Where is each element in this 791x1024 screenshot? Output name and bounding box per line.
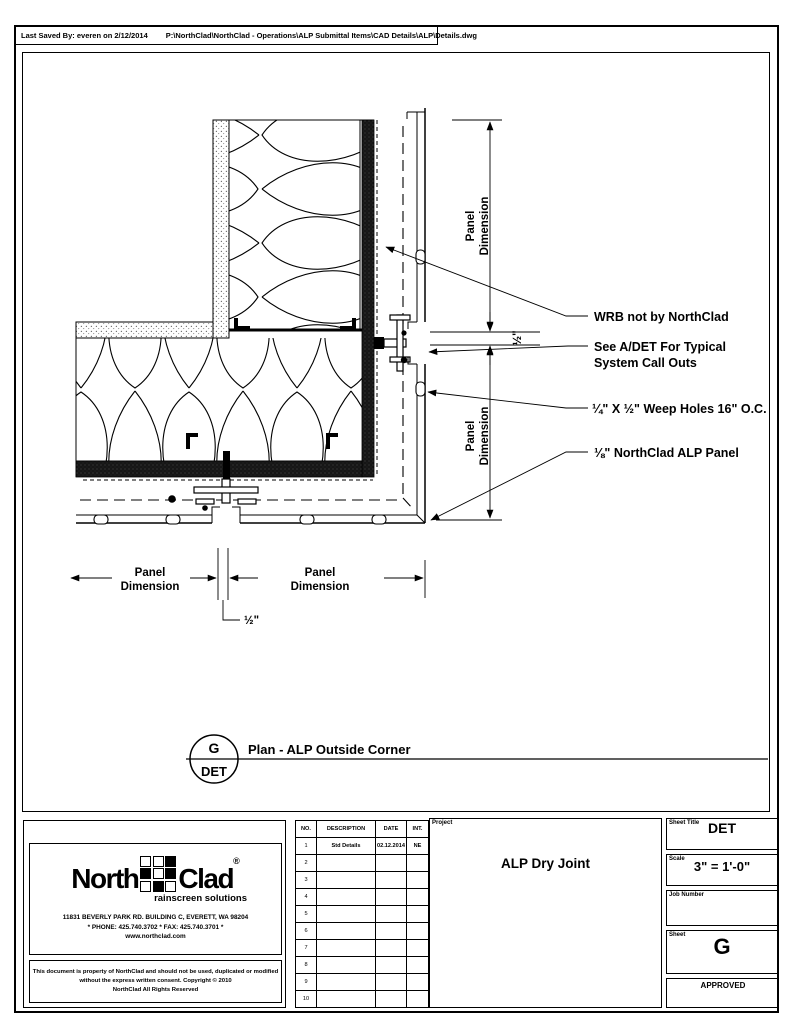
company-logo-box [29, 843, 282, 955]
file-path-text: P:\NorthClad\NorthClad - Operations\ALP Submittal Items\CAD Details\ALP\Details.dwg [165, 31, 477, 40]
logo-tagline: rainscreen solutions [154, 892, 247, 904]
logo-north-text: North [71, 863, 139, 895]
panel-dimension-label: Dimension [120, 581, 180, 593]
project-box [429, 818, 662, 1008]
revision-row: 2 [296, 855, 429, 872]
job-number-label: Job Number [669, 892, 705, 898]
northclad-logo [71, 855, 240, 895]
project-label: Project [432, 820, 453, 826]
detail-callout [186, 735, 768, 783]
panel-corner-chamfer [417, 515, 425, 523]
address-line2: * PHONE: 425.740.3702 * FAX: 425.740.3701 * [87, 923, 224, 931]
sheet-title-value: DET [708, 820, 736, 836]
scale-value: 3" = 1'-0" [693, 859, 751, 874]
sheet-box [666, 930, 778, 974]
copyright-box [29, 960, 282, 1003]
copyright-line3: NorthClad All Rights Reserved [112, 986, 199, 993]
approved-box [666, 978, 778, 1008]
panel-dimension-label: Panel [465, 210, 477, 242]
company-address [63, 913, 248, 943]
half-inch-label: ½" [512, 330, 524, 346]
detail-title: Plan - ALP Outside Corner [248, 742, 411, 757]
half-inch-label: ½" [244, 615, 260, 627]
col-date: DATE [376, 821, 407, 838]
horizontal-joint-extrusion [374, 315, 417, 371]
col-no: NO. [296, 821, 317, 838]
logo-clad-text: Clad [178, 863, 234, 895]
project-name: ALP Dry Joint [500, 856, 590, 871]
copyright-line2: without the express written consent. Copyright © 2010 [79, 978, 232, 985]
dimension-right-upper [430, 120, 540, 345]
registered-mark: ® [233, 855, 240, 866]
scale-box [666, 854, 778, 886]
panel-dimension-label: Dimension [290, 581, 350, 593]
dimension-bottom [71, 548, 425, 627]
revision-row: 9 [296, 974, 429, 991]
dimension-right-half-inch [490, 312, 524, 365]
address-line1: 11831 BEVERLY PARK RD. BUILDING C, EVERETT, WA 98204 [62, 913, 249, 921]
dimension-right-lower [436, 347, 502, 520]
last-saved-text: Last Saved By: everen on 2/12/2014 [21, 31, 148, 40]
weep-holes-annotation: ¼" X ½" Weep Holes 16" O.C. [592, 402, 767, 416]
revision-row: 6 [296, 923, 429, 940]
callout-letter: G [208, 740, 220, 756]
see-det-annotation-line2: System Call Outs [594, 356, 697, 370]
approved-label: APPROVED [700, 981, 746, 990]
revision-header-row [296, 821, 429, 838]
alp-panel-annotation: ⅛" NorthClad ALP Panel [594, 446, 739, 460]
panel-dimension-label: Panel [465, 420, 477, 452]
revision-row: 5 [296, 906, 429, 923]
revision-row: 1 Std Details 02.12.2014 NE [296, 838, 429, 855]
revision-row: 10 [296, 991, 429, 1008]
revision-row: 4 [296, 889, 429, 906]
copyright-line1: This document is property of NorthClad and should not be used, duplicated or modified [32, 969, 279, 976]
panel-dimension-label: Panel [134, 567, 166, 579]
sheet-title-box [666, 818, 778, 850]
revision-row: 8 [296, 957, 429, 974]
panel-dimension-label: Dimension [479, 406, 491, 466]
col-description: DESCRIPTION [317, 821, 376, 838]
address-line3: www.northclad.com [125, 933, 186, 941]
sheet-title-label: Sheet Title [669, 820, 700, 826]
see-det-annotation-line1: See A/DET For Typical [594, 340, 726, 354]
panel-dimension-label: Panel [304, 567, 336, 579]
sheet-label: Sheet [669, 932, 686, 938]
panel-dimension-label: Dimension [479, 196, 491, 256]
callout-sheet-ref: DET [201, 764, 227, 779]
logo-squares-icon [140, 856, 176, 892]
wrb-annotation: WRB not by NorthClad [594, 310, 729, 324]
revision-row: 7 [296, 940, 429, 957]
revision-row: 3 [296, 872, 429, 889]
job-number-box [666, 890, 778, 926]
revision-table [295, 820, 429, 1008]
scale-label: Scale [669, 856, 685, 862]
horizontal-wall-assembly [76, 322, 362, 477]
col-int: INT. [407, 821, 429, 838]
sheet-value: G [713, 934, 731, 959]
